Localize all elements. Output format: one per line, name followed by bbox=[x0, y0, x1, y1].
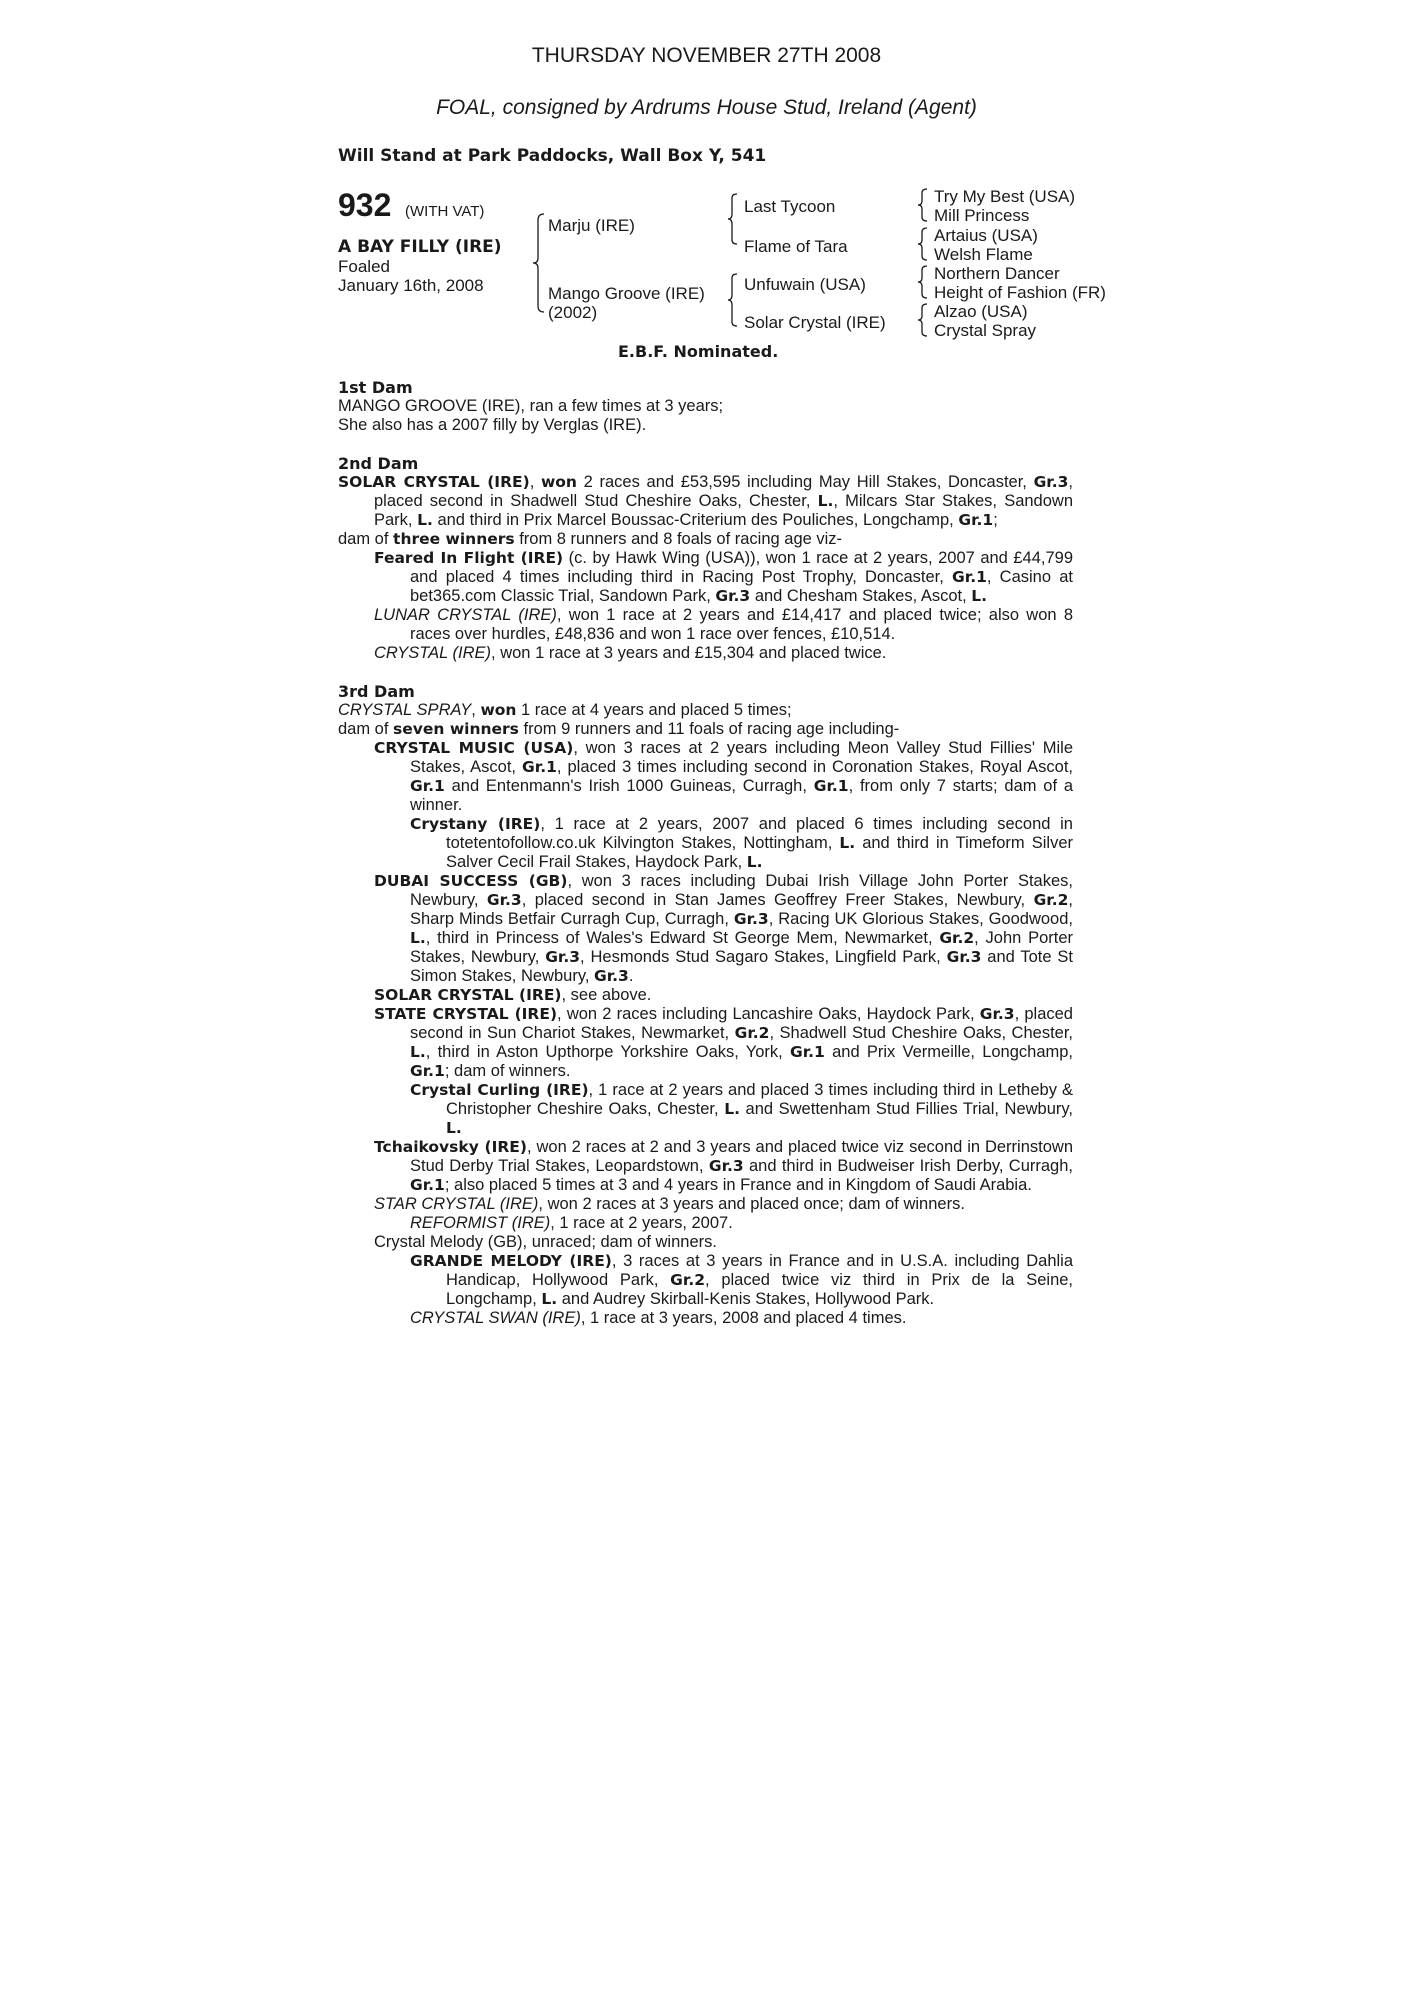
horse-description: A BAY FILLY (IRE) bbox=[338, 237, 502, 257]
pedigree-dam-dam: Solar Crystal (IRE) bbox=[744, 313, 886, 332]
pedigree-ggs-2: Mill Princess bbox=[934, 206, 1030, 225]
foaled-date: January 16th, 2008 bbox=[338, 276, 484, 295]
produce-lunar-crystal: LUNAR CRYSTAL (IRE), won 1 race at 2 years and £14,417 and placed twice; also won 8 races over hurdles, £48,836 and won 1 race over fences, £10,514. bbox=[374, 606, 1073, 643]
foaled-label: Foaled bbox=[338, 257, 390, 276]
produce-crystany: Crystany (IRE), 1 race at 2 years, 2007 and placed 6 times including second in totetentofollow.co.uk Kilvington Stakes, Nottingham, L. and third in Timeform Silver Salver Cecil Frail Stakes, Haydock Park, L. bbox=[410, 815, 1073, 871]
consignor-line: FOAL, consigned by Ardrums House Stud, Ireland (Agent) bbox=[436, 96, 977, 119]
ebf-note: E.B.F. Nominated. bbox=[618, 342, 779, 361]
pedigree-brace-g1 bbox=[917, 187, 929, 223]
third-dam-produce-summary: dam of seven winners from 9 runners and 11 foals of racing age including- bbox=[338, 720, 900, 738]
pedigree-sire-dam: Flame of Tara bbox=[744, 237, 848, 256]
vat-note: (WITH VAT) bbox=[405, 203, 485, 220]
produce-solar-crystal: SOLAR CRYSTAL (IRE), see above. bbox=[374, 986, 652, 1004]
stand-location: Will Stand at Park Paddocks, Wall Box Y, 541 bbox=[338, 146, 767, 166]
third-dam-entry: CRYSTAL SPRAY, won 1 race at 4 years and placed 5 times; bbox=[338, 701, 792, 719]
pedigree-sire: Marju (IRE) bbox=[548, 216, 635, 235]
pedigree-sire-sire: Last Tycoon bbox=[744, 197, 836, 216]
pedigree-ggs-5: Northern Dancer bbox=[934, 264, 1060, 283]
lot-number: 932 bbox=[338, 187, 392, 223]
produce-crystal-melody: Crystal Melody (GB), unraced; dam of winners. bbox=[374, 1233, 717, 1251]
pedigree-dam-year: (2002) bbox=[548, 303, 598, 322]
pedigree-brace-sire bbox=[727, 192, 739, 246]
second-dam-produce-summary: dam of three winners from 8 runners and 8 foals of racing age viz- bbox=[338, 530, 843, 548]
pedigree-dam-sire: Unfuwain (USA) bbox=[744, 275, 866, 294]
pedigree-ggs-4: Welsh Flame bbox=[934, 245, 1033, 264]
produce-reformist: REFORMIST (IRE), 1 race at 2 years, 2007. bbox=[410, 1214, 733, 1232]
sale-date: THURSDAY NOVEMBER 27TH 2008 bbox=[531, 44, 882, 67]
first-dam-line-1: MANGO GROOVE (IRE), ran a few times at 3 years; bbox=[338, 397, 724, 415]
produce-crystal-curling: Crystal Curling (IRE), 1 race at 2 years and placed 3 times including third in Letheby & Christopher Cheshire Oaks, Chester, L. and Swettenham Stud Fillies Trial, Newbury, L. bbox=[410, 1081, 1074, 1137]
catalogue-body bbox=[338, 378, 1073, 1328]
produce-state-crystal: STATE CRYSTAL (IRE), won 2 races including Lancashire Oaks, Haydock Park, Gr.3, placed second in Sun Chariot Stakes, Newmarket, Gr.2, Shadwell Stud Cheshire Oaks, Chester, L., third in Aston Upthorpe Yorkshire Oaks, York, Gr.1 and Prix Vermeille, Longchamp, Gr.1; dam of winners. bbox=[374, 1005, 1074, 1080]
pedigree-brace-main bbox=[532, 212, 546, 314]
pedigree-brace-g2 bbox=[917, 226, 929, 262]
produce-star-crystal: STAR CRYSTAL (IRE), won 2 races at 3 years and placed once; dam of winners. bbox=[374, 1195, 965, 1213]
pedigree-ggs-6: Height of Fashion (FR) bbox=[934, 283, 1106, 302]
produce-grande-melody: GRANDE MELODY (IRE), 3 races at 3 years in France and in U.S.A. including Dahlia Handicap, Hollywood Park, Gr.2, placed twice viz third in Prix de la Seine, Longchamp, L. and Audrey Skirball-Kenis Stakes, Hollywood Park. bbox=[410, 1252, 1074, 1308]
first-dam-heading: 1st Dam bbox=[338, 378, 413, 397]
pedigree-ggs-3: Artaius (USA) bbox=[934, 226, 1038, 245]
pedigree-ggs-7: Alzao (USA) bbox=[934, 302, 1028, 321]
produce-crystal-swan: CRYSTAL SWAN (IRE), 1 race at 3 years, 2008 and placed 4 times. bbox=[410, 1309, 907, 1327]
pedigree-ggs-1: Try My Best (USA) bbox=[934, 187, 1076, 206]
pedigree-brace-g3 bbox=[917, 264, 929, 300]
produce-feared-in-flight: Feared In Flight (IRE) (c. by Hawk Wing (USA)), won 1 race at 2 years, 2007 and £44,799 and placed 4 times including third in Racing Post Trophy, Doncaster, Gr.1, Casino at bet365.com Classic Trial, Sandown Park, Gr.3 and Chesham Stakes, Ascot, L. bbox=[374, 549, 1074, 605]
second-dam-entry: SOLAR CRYSTAL (IRE), won 2 races and £53,595 including May Hill Stakes, Doncaster, Gr.3, placed second in Shadwell Stud Cheshire Oaks, Chester, L., Milcars Star Stakes, Sandown Park, L. and third in Prix Marcel Boussac-Criterium des Pouliches, Longchamp, Gr.1; bbox=[338, 473, 1073, 529]
produce-crystal: CRYSTAL (IRE), won 1 race at 3 years and £15,304 and placed twice. bbox=[374, 644, 887, 662]
produce-tchaikovsky: Tchaikovsky (IRE), won 2 races at 2 and 3 years and placed twice viz second in Derrinstown Stud Derby Trial Stakes, Leopardstown, Gr.3 and third in Budweiser Irish Derby, Curragh, Gr.1; also placed 5 times at 3 and 4 years in France and in Kingdom of Saudi Arabia. bbox=[374, 1138, 1073, 1194]
second-dam-heading: 2nd Dam bbox=[338, 454, 419, 473]
pedigree-dam: Mango Groove (IRE) bbox=[548, 284, 705, 303]
third-dam-heading: 3rd Dam bbox=[338, 682, 415, 701]
produce-dubai-success: DUBAI SUCCESS (GB), won 3 races including Dubai Irish Village John Porter Stakes, Newbury, Gr.3, placed second in Stan James Geoffrey Freer Stakes, Newbury, Gr.2, Sharp Minds Betfair Curragh Cup, Curragh, Gr.3, Racing UK Glorious Stakes, Goodwood, L., third in Princess of Wales's Edward St George Mem, Newmarket, Gr.2, John Porter Stakes, Newbury, Gr.3, Hesmonds Stud Sagaro Stakes, Lingfield Park, Gr.3 and Tote St Simon Stakes, Newbury, Gr.3. bbox=[374, 872, 1074, 985]
pedigree-ggs-8: Crystal Spray bbox=[934, 321, 1037, 340]
produce-crystal-music: CRYSTAL MUSIC (USA), won 3 races at 2 years including Meon Valley Stud Fillies' Mile Stakes, Ascot, Gr.1, placed 3 times including second in Coronation Stakes, Royal Ascot, Gr.1 and Entenmann's Irish 1000 Guineas, Curragh, Gr.1, from only 7 starts; dam of a winner. bbox=[374, 739, 1074, 814]
first-dam-line-2: She also has a 2007 filly by Verglas (IRE). bbox=[338, 416, 647, 434]
pedigree-brace-g4 bbox=[917, 302, 929, 338]
pedigree-brace-dam bbox=[727, 272, 739, 328]
